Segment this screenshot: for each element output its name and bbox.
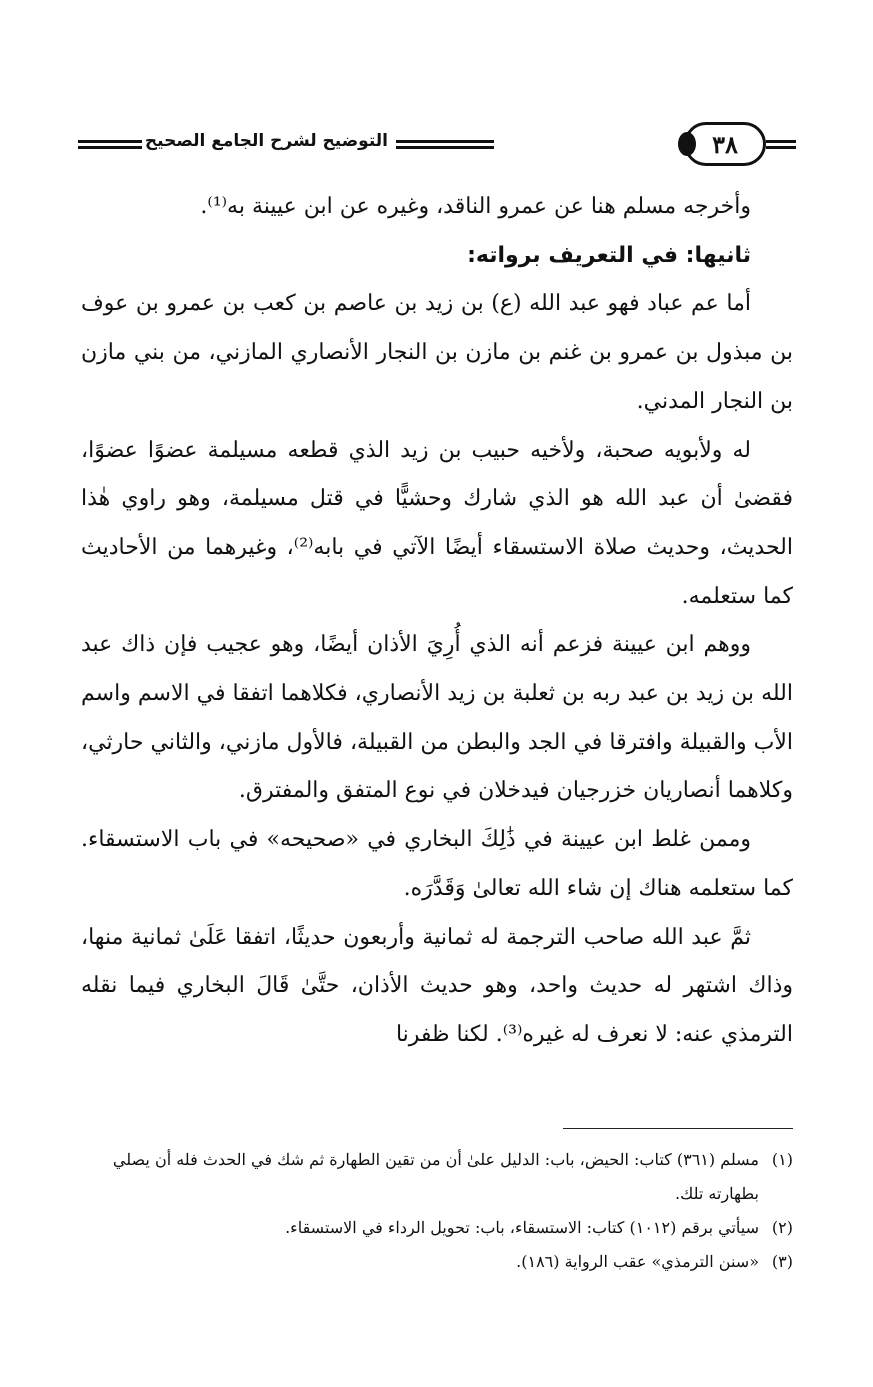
footnote-number: (٢) (771, 1218, 793, 1237)
footnote-text: «سنن الترمذي» عقب الرواية (١٨٦). (516, 1252, 759, 1271)
footnote-number: (٣) (771, 1252, 793, 1271)
page-number: ٣٨ (712, 129, 738, 159)
footnote (78, 1211, 793, 1245)
footnotes (78, 1143, 793, 1279)
running-title: التوضيح لشرح الجامع الصحيح (144, 131, 388, 151)
header-rule (396, 140, 494, 149)
main-text (81, 183, 793, 1060)
paragraph: أما عم عباد فهو عبد الله (ع) بن زيد بن عاصم بن كعب بن عمرو بن عوف بن مبذول بن عمرو بن غنم بن مازن بن النجار الأنصاري المازني، من بني مازن بن النجار المدني. (81, 291, 793, 414)
footnote (78, 1143, 793, 1211)
footnote-text: مسلم (٣٦١) كتاب: الحيض، باب: الدليل علىٰ أن من تقين الطهارة ثم شك في الحدث فله أن يصلي بطهارته تلك. (112, 1150, 759, 1203)
footnote-separator (563, 1128, 793, 1129)
paragraph: ووهم ابن عيينة فزعم أنه الذي أُرِيَ الأذان أيضًا، وهو عجيب فإن ذاك عبد الله بن زيد بن عبد ربه بن ثعلبة بن زيد الأنصاري، فكلاهما اتفقا في الاسم واسم الأب والقبيلة وافترقا في الجد والبطن من القبيلة، فالأول مازني، والثاني حارثي، وكلاهما أنصاريان خزرجيان فيدخلان في نوع المتفق والمفترق. (81, 632, 793, 804)
header-rule (78, 140, 142, 149)
paragraph: وأخرجه مسلم هنا عن عمرو الناقد، وغيره عن ابن عيينة به⁽¹⁾. (200, 194, 751, 219)
section-heading: ثانيها: في التعريف برواته: (467, 242, 751, 268)
page-header (78, 122, 796, 166)
paragraph: ثمَّ عبد الله صاحب الترجمة له ثمانية وأربعون حديثًا، اتفقا عَلَىٰ ثمانية منها، وذاك اشتهر له حديث واحد، وهو حديث الأذان، حتَّىٰ قَالَ البخاري فيما نقله الترمذي عنه: لا نعرف له غيره⁽³⁾. لكنا ظفرنا (81, 924, 793, 1047)
header-rule (766, 140, 796, 149)
paragraph: وممن غلط ابن عيينة في ذَٰلِكَ البخاري في «صحيحه» في باب الاستسقاء. كما ستعلمه هناك إن شاء الله تعالىٰ وَقَدَّرَه. (81, 827, 793, 901)
paragraph: له ولأبويه صحبة، ولأخيه حبيب بن زيد الذي قطعه مسيلمة عضوًا عضوًا، فقضىٰ أن عبد الله هو الذي شارك وحشيًّا في قتل مسيلمة، وهو راوي هٰذا الحديث، وحديث صلاة الاستسقاء أيضًا الآتي في بابه⁽²⁾، وغيرهما من الأحاديث كما ستعلمه. (81, 437, 793, 609)
footnote (78, 1245, 793, 1279)
footnote-text: سيأتي برقم (١٠١٢) كتاب: الاستسقاء، باب: تحويل الرداء في الاستسقاء. (285, 1218, 759, 1237)
footnote-number: (١) (771, 1150, 793, 1169)
page-number-badge (684, 122, 766, 166)
